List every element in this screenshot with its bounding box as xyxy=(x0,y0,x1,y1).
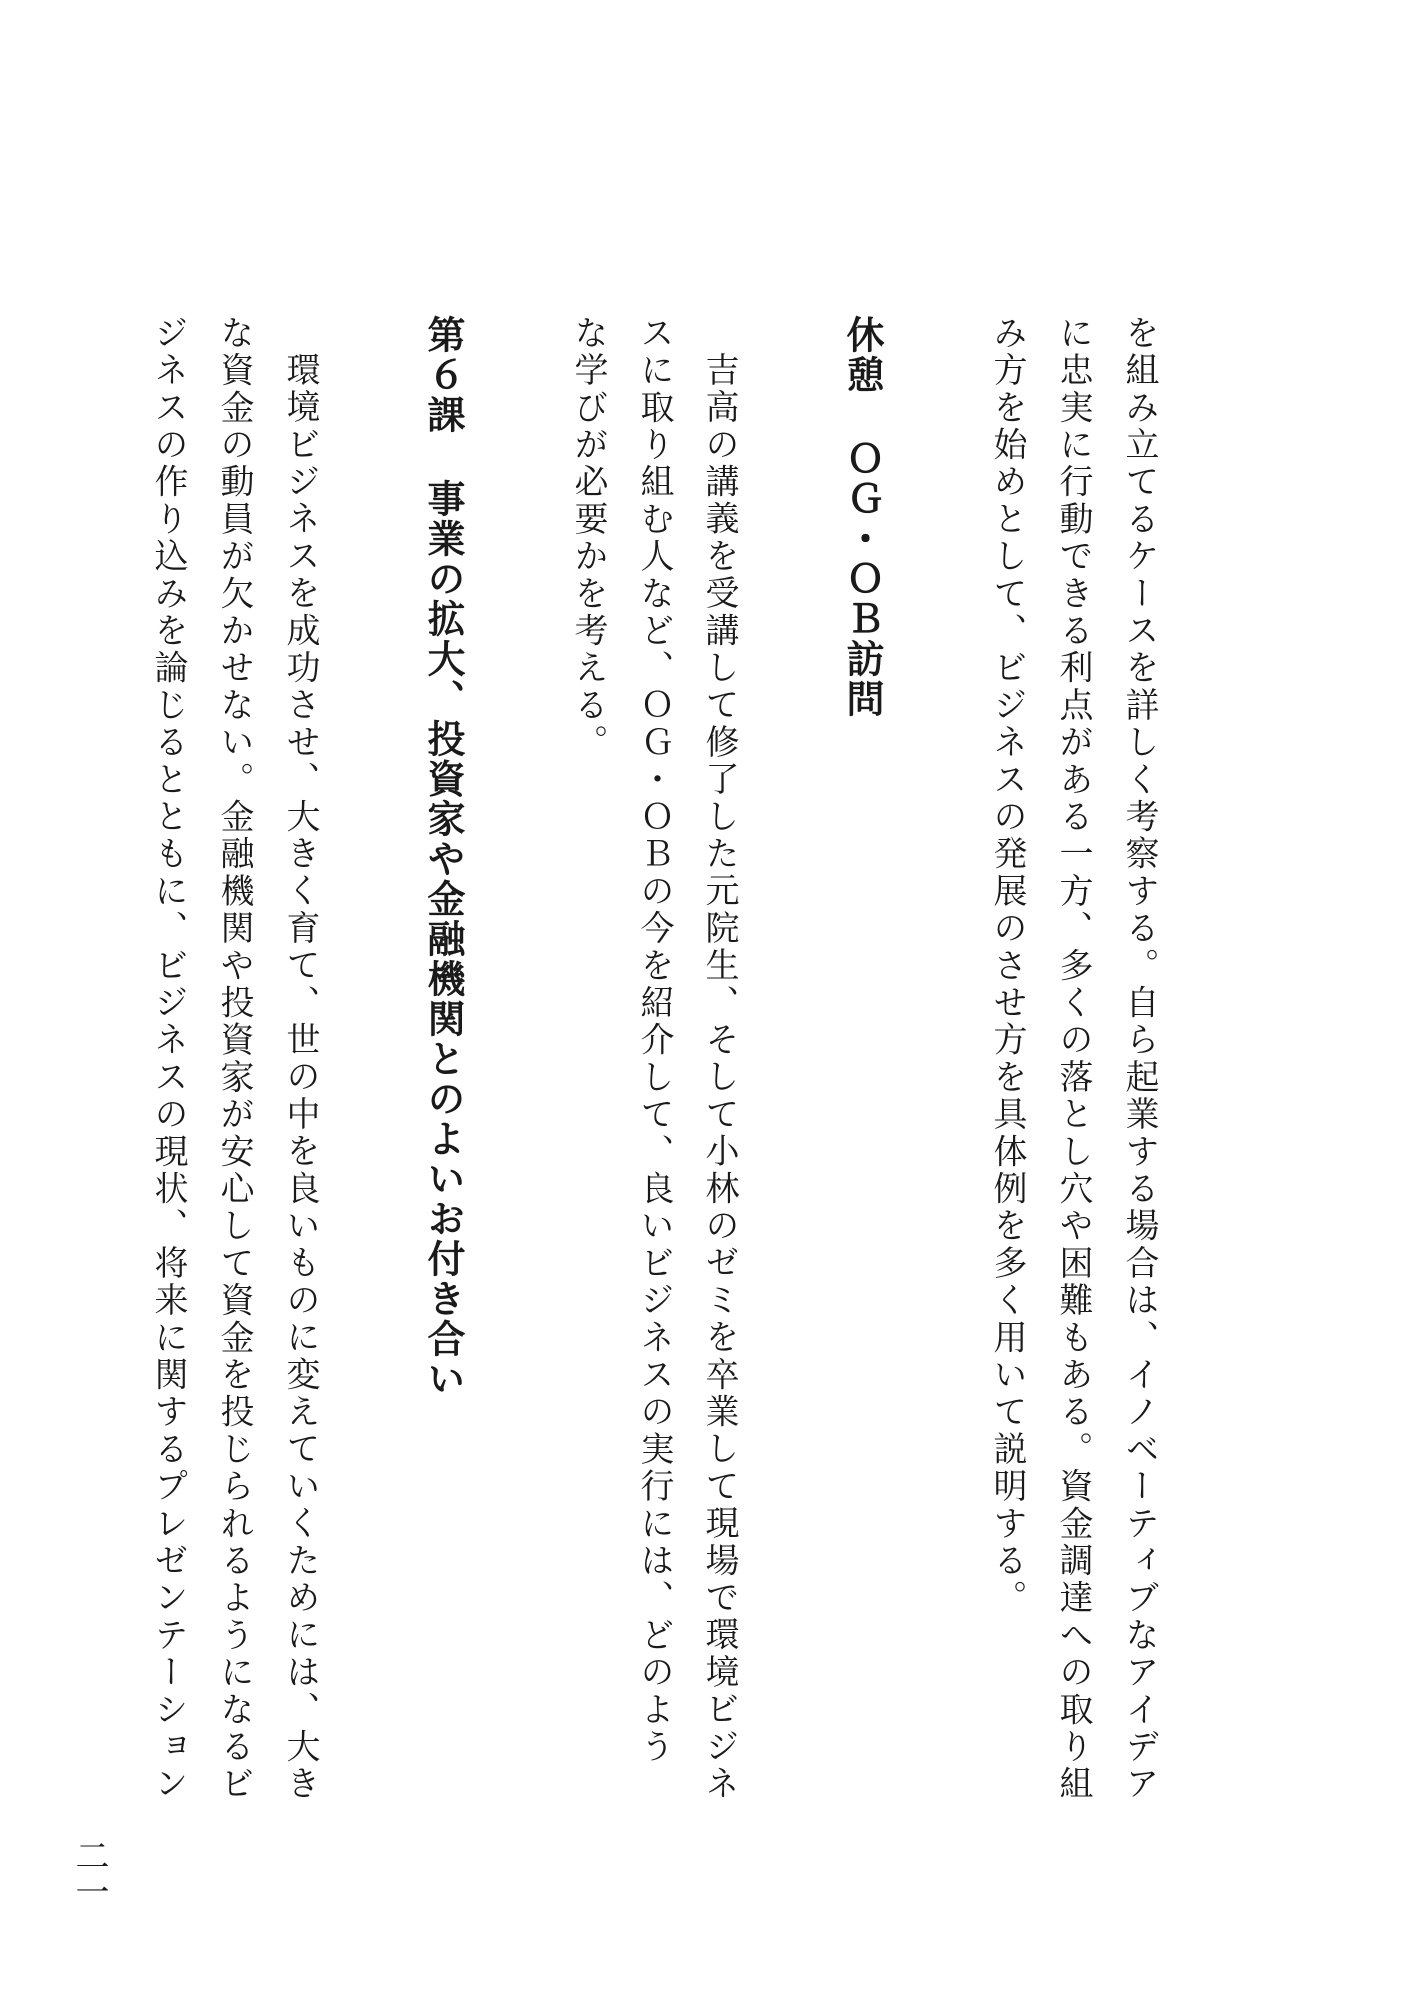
body-line-7: 環境ビジネスを成功させ、大きく育て、世の中を良いものに変えていくためには、大き xyxy=(280,352,320,1803)
section-heading-break xyxy=(840,315,884,719)
page-number: 二一 xyxy=(69,1838,109,1910)
body-line-3: み方を始めとして、ビジネスの発展のさせ方を具体例を多く用いて説明する。 xyxy=(987,315,1027,1617)
body-line-8: な資金の動員が欠かせない。金融機関や投資家が安心して資金を投じられるようになるビ xyxy=(214,315,254,1803)
body-line-9: ジネスの作り込みを論じるとともに、ビジネスの現状、将来に関するプレゼンテーション xyxy=(148,315,188,1803)
body-line-5: スに取り組む人など、ＯＧ・ＯＢの今を紹介して、良いビジネスの実行には、どのよう xyxy=(634,315,674,1766)
body-line-6: な学びが必要かを考える。 xyxy=(568,315,608,762)
heading-label: 休憩 xyxy=(840,315,884,395)
heading-label: 第６課 xyxy=(421,315,465,435)
body-line-2: に忠実に行動できる利点がある一方、多くの落とし穴や困難もある。資金調達への取り組 xyxy=(1053,315,1093,1803)
section-heading-lesson-6 xyxy=(421,315,465,1399)
heading-title: ＯＧ・ＯＢ訪問 xyxy=(840,439,884,719)
body-line-1: を組み立てるケースを詳しく考察する。自ら起業する場合は、イノベーティブなアイデア xyxy=(1119,315,1159,1803)
heading-title: 事業の拡大、投資家や金融機関とのよいお付き合い xyxy=(421,479,465,1399)
body-line-4: 吉高の講義を受講して修了した元院生、そして小林のゼミを卒業して現場で環境ビジネ xyxy=(699,352,739,1803)
